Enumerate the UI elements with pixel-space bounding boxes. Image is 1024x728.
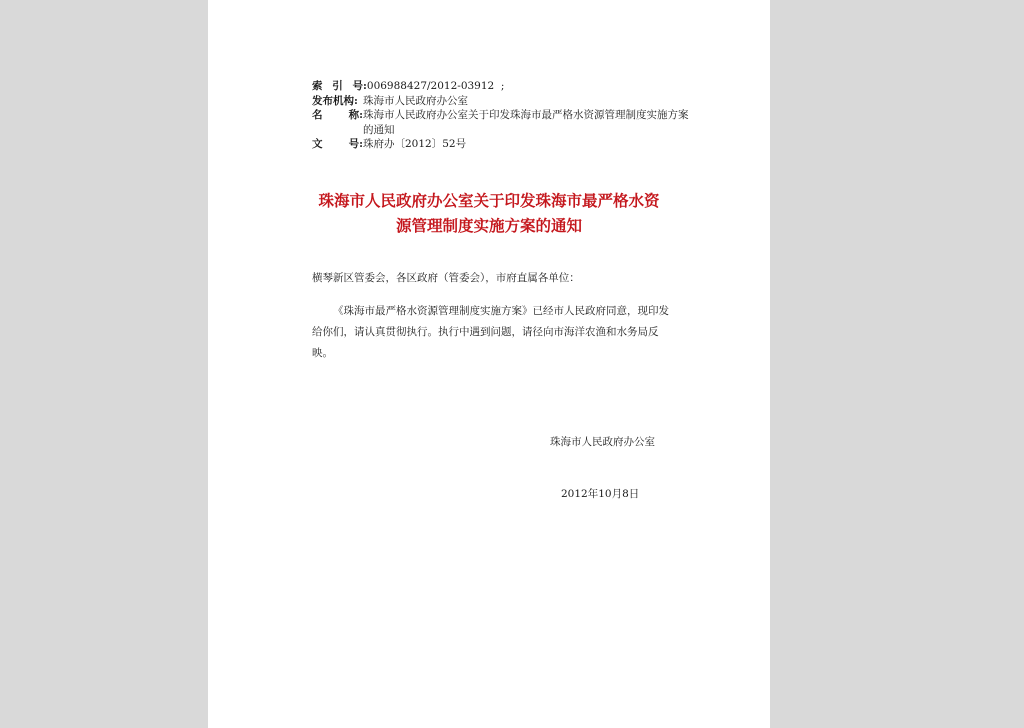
meta-publisher-value: 珠海市人民政府办公室 [363, 94, 468, 107]
meta-name-value: 珠海市人民政府办公室关于印发珠海市最严格水资源管理制度实施方案的通知 [363, 109, 689, 136]
meta-docnumber-label-char: 号: [348, 138, 363, 150]
meta-docnumber-row [312, 137, 692, 152]
document-body-paragraph: 《珠海市最严格水资源管理制度实施方案》已经市人民政府同意，现印发给你们，请认真贯彻执行。执行中遇到问题，请径向市海洋农渔和水务局反映。 [312, 305, 669, 359]
meta-index-label-char: 号 [352, 80, 363, 92]
meta-colon: : [363, 80, 367, 92]
meta-docnumber-label-char: 文 [312, 138, 323, 150]
document-title [308, 189, 670, 239]
document-salutation: 横琴新区管委会，各区政府（管委会），市府直属各单位： [312, 272, 580, 284]
meta-docnumber-label [312, 137, 363, 152]
document-title-line: 珠海市人民政府办公室关于印发珠海市最严格水资 [318, 192, 660, 210]
meta-colon: : [354, 94, 358, 107]
signature-date: 2012年10月8日 [561, 488, 640, 500]
meta-publisher-label [312, 94, 363, 109]
meta-name-label-char: 名 [312, 109, 323, 121]
meta-name-row [312, 108, 692, 137]
meta-index-label-char: 引 [332, 80, 343, 92]
meta-index-label-char: 索 [312, 80, 323, 92]
signature-organization: 珠海市人民政府办公室 [550, 436, 655, 448]
meta-name-label [312, 108, 363, 123]
meta-publisher-row [312, 94, 692, 109]
meta-docnumber-value: 珠府办〔2012〕52号 [363, 138, 467, 150]
meta-index-row [312, 79, 692, 94]
meta-index-value: 006988427/2012-03912 ; [366, 80, 505, 92]
document-page [208, 0, 770, 728]
document-metadata [312, 79, 692, 152]
meta-name-label-char: 称: [348, 109, 363, 121]
document-title-line: 源管理制度实施方案的通知 [395, 217, 582, 235]
meta-index-label [312, 79, 363, 94]
meta-publisher-label-text: 发布机构 [312, 94, 354, 107]
